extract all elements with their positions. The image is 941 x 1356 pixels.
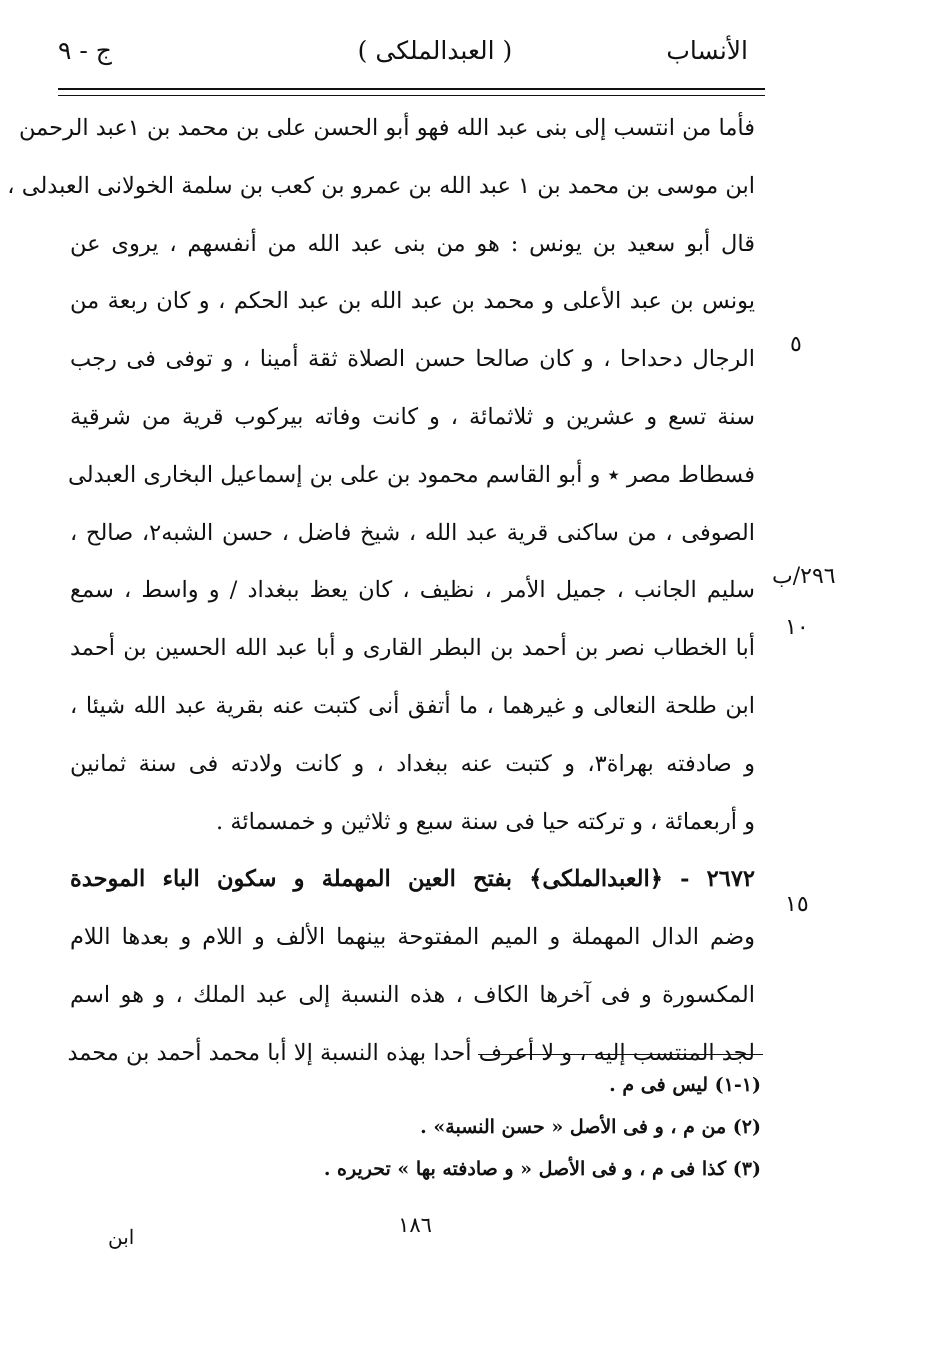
main-text xyxy=(7,100,755,1083)
line-number-5: ٥ xyxy=(790,332,802,357)
header-rule xyxy=(58,88,765,90)
text-line-16: المكسورة و فى آخرها الكاف ، هذه النسبة إلى عبد الملك ، و هو اسم xyxy=(70,981,755,1008)
header-rule-thin xyxy=(58,95,765,96)
text-line-2: ابن موسى بن محمد بن ١ عبد الله بن عمرو بن كعب بن سلمة الخولانى العبدلى ، xyxy=(7,172,755,199)
text-line-17: لجد المنتسب إليه ، و لا أعرف أحدا بهذه النسبة إلا أبا محمد أحمد بن محمد xyxy=(67,1039,755,1066)
text-line-3: قال أبو سعيد بن يونس : هو من بنى عبد الله من أنفسهم ، يروى عن xyxy=(70,230,755,257)
text-line-11: ابن طلحة النعالى و غيرهما ، ما أتفق أنى كتبت عنه بقرية عبد الله شيئا ، xyxy=(70,692,755,719)
footnote-rule xyxy=(478,1054,763,1055)
entry-heading-line: ٢٦٧٢ - ﴿العبدالملكى﴾ بفتح العين المهملة و سكون الباء الموحدة xyxy=(70,866,755,893)
running-head-title: الأنساب xyxy=(666,36,748,65)
text-line-4: يونس بن عبد الأعلى و محمد بن عبد الله بن عبد الحكم ، و كان ربعة من xyxy=(70,288,755,315)
text-line-5: الرجال دحداحا ، و كان صالحا حسن الصلاة ثقة أمينا ، و توفى فى رجب xyxy=(70,346,755,373)
text-line-12: و صادفته بهراة٣، و كتبت عنه ببغداد ، و كانت ولادته فى سنة ثمانين xyxy=(70,750,755,777)
text-line-8: الصوفى ، من ساكنى قرية عبد الله ، شيخ فاضل ، حسن الشبه٢، صالح ، xyxy=(70,519,755,546)
footnote-1: (١-١) ليس فى م . xyxy=(609,1074,761,1096)
running-head-volume: ج - ٩ xyxy=(58,36,112,65)
text-line-13: و أربعمائة ، و تركته حيا فى سنة سبع و ثلاثين و خمسمائة . xyxy=(216,808,755,835)
running-head-entry: ( العبدالملكى ) xyxy=(357,36,513,65)
line-number-10: ١٠ xyxy=(785,615,809,640)
text-line-9: سليم الجانب ، جميل الأمر ، نظيف ، كان يعظ ببغداد / و واسط ، سمع xyxy=(70,577,755,604)
text-line-15: وضم الدال المهملة و الميم المفتوحة بينهما الألف و اللام و بعدها اللام xyxy=(70,924,755,951)
text-line-7: فسطاط مصر ٭ و أبو القاسم محمود بن على بن إسماعيل البخارى العبدلى xyxy=(68,461,755,488)
text-line-10: أبا الخطاب نصر بن أحمد بن البطر القارى و أبا عبد الله الحسين بن أحمد xyxy=(70,635,755,662)
footnote-2: (٢) من م ، و فى الأصل « حسن النسبة» . xyxy=(420,1116,761,1138)
text-line-1: فأما من انتسب إلى بنى عبد الله فهو أبو الحسن على بن محمد بن ١عبد الرحمن xyxy=(19,115,755,141)
folio-marker: ٢٩٦/ب xyxy=(772,564,836,589)
catchword: ابن xyxy=(108,1225,135,1249)
footnote-3: (٣) كذا فى م ، و فى الأصل « و صادفته بها » تحريره . xyxy=(323,1158,761,1180)
line-number-15: ١٥ xyxy=(785,892,809,917)
footnotes xyxy=(324,1064,761,1190)
page-number: ١٨٦ xyxy=(398,1213,432,1237)
text-line-6: سنة تسع و عشرين و ثلاثمائة ، و كانت وفاته بيركوب قرية من شرقية xyxy=(70,403,755,430)
